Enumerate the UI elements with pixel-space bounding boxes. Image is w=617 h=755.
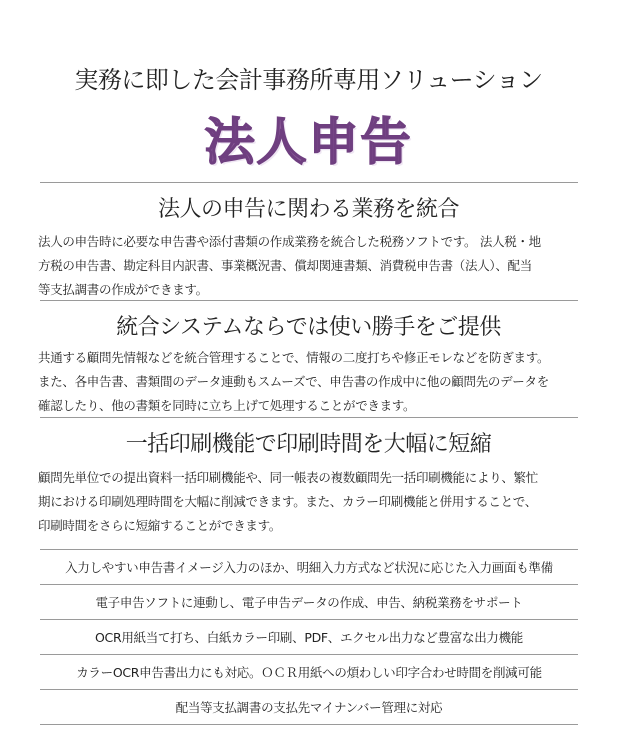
section-line: 期における印刷処理時間を大幅に削減できます。また、カラー印刷機能と併用することで、 [38,494,537,509]
section-line: 等支払調書の作成ができます。 [38,282,208,297]
feature-item: 入力しやすい申告書イメージ入力のほか、明細入力方式など状況に応じた入力画面も準備 [40,549,578,584]
section-line: 共通する顧問先情報などを統合管理することで、情報の二度打ちや修正モレなどを防ぎます。 [38,350,550,365]
section-heading-usability: 統合システムならでは使い勝手をご提供 [116,315,501,340]
section-line: 顧問先単位での提出資料一括印刷機能や、同一帳表の複数顧問先一括印刷機能により、繁忙 [38,470,538,485]
section-heading-integration: 法人の申告に関わる業務を統合 [157,197,459,222]
feature-list [40,549,578,725]
feature-item: OCR用紙当て打ち、白紙カラー印刷、PDF、エクセル出力など豊富な出力機能 [40,619,578,654]
feature-item: カラーOCR申告書出力にも対応。ＯＣＲ用紙への煩わしい印字合わせ時間を削減可能 [40,654,578,689]
divider [40,417,578,418]
section-heading-printing: 一括印刷機能で印刷時間を大幅に短縮 [125,432,492,457]
section-line: 印刷時間をさらに短縮することができます。 [38,518,282,533]
feature-item: 配当等支払調書の支払先マイナンバー管理に対応 [40,689,578,725]
section-line: 法人の申告時に必要な申告書や添付書類の作成業務を統合した税務ソフトです。 法人税・地 [38,234,541,249]
section-body-integration [38,230,583,302]
section-line: 確認したり、他の書類を同時に立ち上げて処理することができます。 [38,398,416,413]
section-body-printing [38,466,583,538]
section-body-usability [38,346,583,418]
page-subtitle: 実務に即した会計事務所専用ソリューション [74,66,543,94]
feature-item: 電子申告ソフトに連動し、電子申告データの作成、申告、納税業務をサポート [40,584,578,619]
page-title: 法人申告 [204,113,413,171]
divider [40,300,578,301]
section-line: また、各申告書、書類間のデータ連動もスムーズで、申告書の作成中に他の顧問先のデータを [38,374,549,389]
section-line: 方税の申告書、勘定科目内訳書、事業概況書、償却関連書類、消費税申告書（法人）、配当 [38,258,532,273]
divider [40,182,578,183]
